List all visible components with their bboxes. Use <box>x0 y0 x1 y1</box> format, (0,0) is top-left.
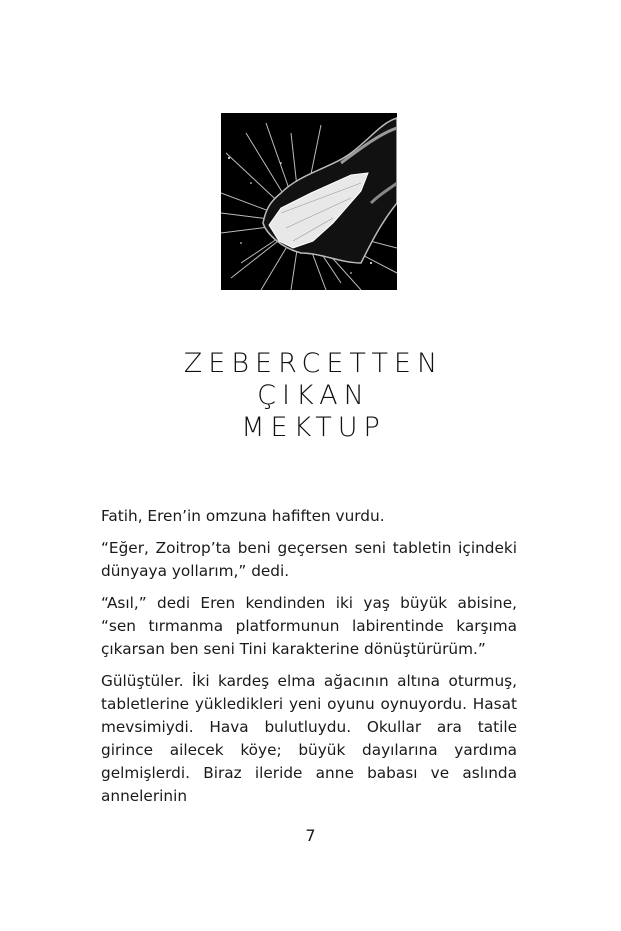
chapter-title-line-2: ÇIKAN <box>257 380 370 411</box>
chapter-illustration <box>221 113 397 290</box>
paragraph: Gülüştüler. İki kardeş elma ağacının altına oturmuş, tabletlerine yükledikleri yeni oyunu oynuyordu. Hasat mevsimiydi. Hava bulutluydu. Okullar ara tatile girince ailecek köye; büyük dayılarına yardıma gelmişlerdi. Biraz ileride anne babası ve aslında annelerinin <box>101 672 517 805</box>
paragraph: Fatih, Eren’in omzuna hafiften vurdu. <box>101 507 385 525</box>
chapter-title <box>0 348 621 444</box>
paragraph: “Asıl,” dedi Eren kendinden iki yaş büyük abisine, “sen tırmanma platformunun labirentinde karşıma çıkarsan ben seni Tini karakterine dönüştürürüm.” <box>101 594 517 658</box>
chapter-title-line-3: MEKTUP <box>241 412 386 443</box>
paragraph: “Eğer, Zoitrop’ta beni geçersen seni tabletin içindeki dünyaya yollarım,” dedi. <box>101 539 517 580</box>
chapter-body <box>101 505 517 817</box>
chapter-title-line-1: ZEBERCETTEN <box>183 348 444 379</box>
page-number: 7 <box>305 826 316 845</box>
meteor-crystal-illustration-icon <box>221 113 397 290</box>
